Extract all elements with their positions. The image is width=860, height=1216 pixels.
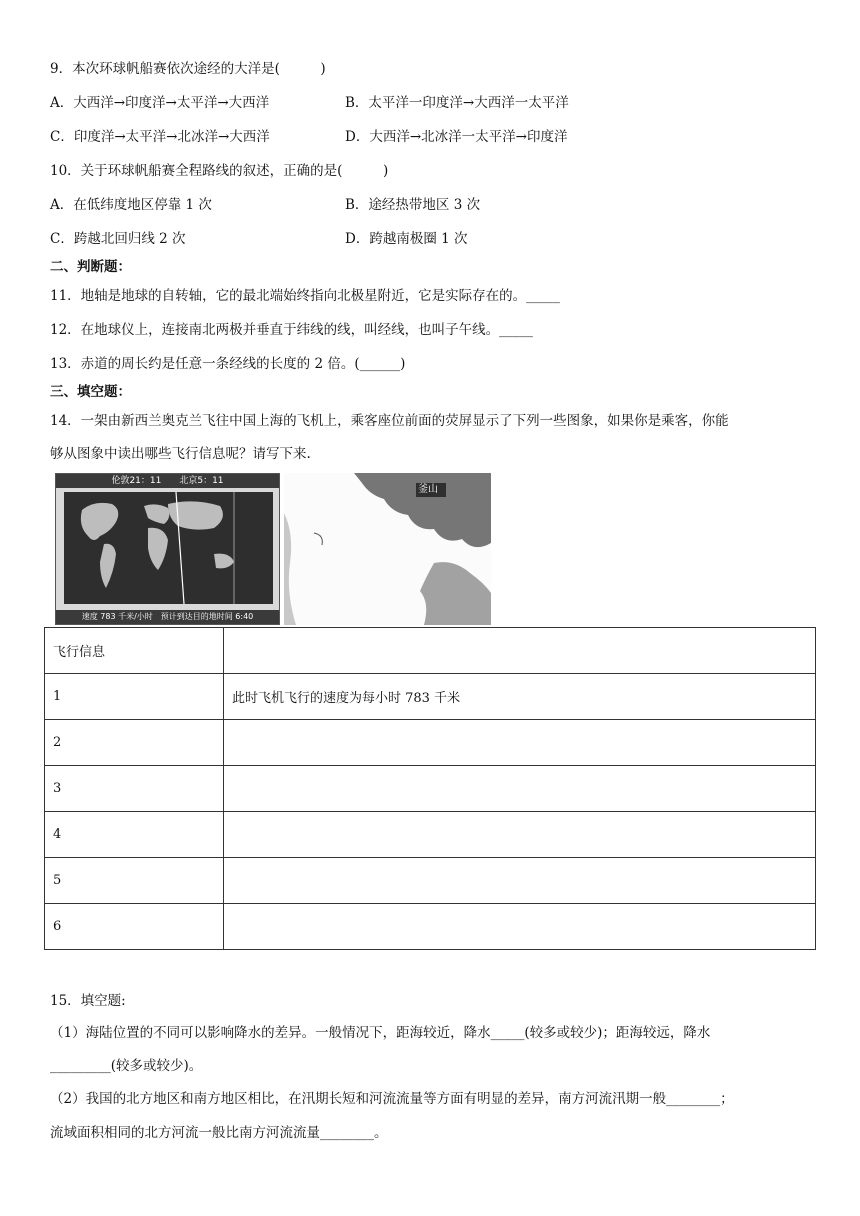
row-info[interactable]: [224, 812, 816, 858]
row-info[interactable]: [224, 904, 816, 950]
q9-option-d: D．大西洋→北冰洋一太平洋→印度洋: [345, 129, 568, 145]
flight-screen-time-bar: 伦敦21：11 北京5：11: [56, 474, 279, 488]
q12-text: 12．在地球仪上，连接南北两极并垂直于纬线的线，叫经线，也叫子午线。_____: [50, 322, 533, 338]
q14-line2: 够从图象中读出哪些飞行信息呢？请写下来.: [50, 446, 311, 462]
table-row: [45, 674, 816, 720]
q11-text: 11．地轴是地球的自转轴，它的最北端始终指向北极星附近，它是实际存在的。_____: [50, 288, 560, 304]
row-number: 4: [45, 812, 224, 858]
table-header-empty: [224, 628, 816, 674]
row-number: 5: [45, 858, 224, 904]
table-row: [45, 766, 816, 812]
row-info[interactable]: [224, 766, 816, 812]
flight-screen-regional-map-image: [284, 473, 491, 625]
section-heading-fill: 三、填空题：: [50, 384, 131, 400]
flight-screen-speed-bar: 速度 783 千米/小时 预计到达目的地时间 6:40: [56, 610, 279, 624]
table-row: [45, 904, 816, 950]
row-info[interactable]: [224, 720, 816, 766]
table-row: [45, 812, 816, 858]
row-number: 2: [45, 720, 224, 766]
row-info[interactable]: [224, 858, 816, 904]
row-number: 3: [45, 766, 224, 812]
flight-info-table: [44, 627, 816, 950]
q9-stem: 9．本次环球帆船赛依次途经的大洋是( ): [50, 61, 326, 77]
flight-screen-world-map-image: [55, 473, 280, 625]
world-map-graphic: [64, 492, 273, 604]
q15-part2-line2: 流域面积相同的北方河流一般比南方河流流量________。: [50, 1125, 388, 1141]
q10-option-c: C．跨越北回归线 2 次: [50, 231, 186, 247]
table-header-row: [45, 628, 816, 674]
q15-part1-line2: _________(较多或较少)。: [50, 1058, 203, 1074]
q15-stem: 15．填空题:: [50, 993, 126, 1009]
q10-option-a: A．在低纬度地区停靠 1 次: [50, 197, 212, 213]
busan-label: 釜山: [418, 484, 438, 495]
table-row: [45, 720, 816, 766]
table-header-cell: 飞行信息: [45, 628, 224, 674]
q15-part1-line1: （1）海陆位置的不同可以影响降水的差异。一般情况下，距海较近，降水_____(较多或较少)；距海较远，降水: [50, 1025, 711, 1041]
q9-option-b: B．太平洋一印度洋→大西洋一太平洋: [345, 95, 569, 111]
row-number: 6: [45, 904, 224, 950]
q10-option-d: D．跨越南极圈 1 次: [345, 231, 468, 247]
q13-text: 13．赤道的周长约是任意一条经线的长度的 2 倍。(______): [50, 356, 406, 372]
table-row: [45, 858, 816, 904]
q14-line1: 14．一架由新西兰奥克兰飞往中国上海的飞机上，乘客座位前面的荧屏显示了下列一些图象，如果你是乘客，你能: [50, 413, 729, 429]
q15-part2-line1: （2）我国的北方地区和南方地区相比，在汛期长短和河流流量等方面有明显的差异，南方河流汛期一般________；: [50, 1091, 734, 1107]
q10-option-b: B．途经热带地区 3 次: [345, 197, 481, 213]
q10-stem: 10．关于环球帆船赛全程路线的叙述，正确的是( ): [50, 163, 389, 179]
row-number: 1: [45, 674, 224, 720]
row-info[interactable]: 此时飞机飞行的速度为每小时 783 千米: [224, 674, 816, 720]
q9-option-a: A．大西洋→印度洋→太平洋→大西洋: [50, 95, 270, 111]
section-heading-judgement: 二、判断题：: [50, 259, 131, 275]
q9-option-c: C．印度洋→太平洋→北冰洋→大西洋: [50, 129, 270, 145]
